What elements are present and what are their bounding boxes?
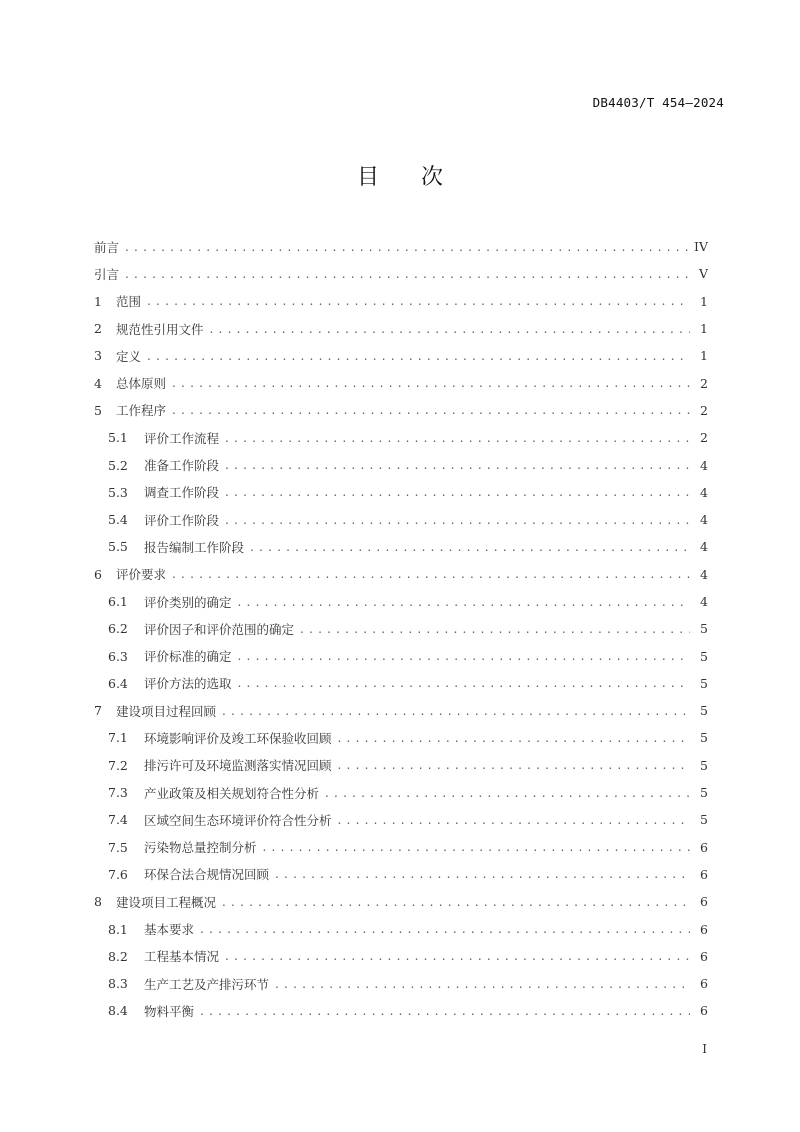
toc-entry[interactable]: [94, 588, 708, 615]
document-code: DB4403/T 454—2024: [592, 95, 724, 110]
toc-entry[interactable]: [94, 888, 708, 915]
toc-entry-page: 5: [700, 730, 708, 746]
toc-entry-title: 定义: [116, 348, 142, 364]
dot-leader: [338, 731, 690, 745]
toc-entry-title: 引言: [94, 266, 120, 282]
dot-leader: [200, 1004, 690, 1018]
toc-entry-title: 工作程序: [116, 403, 167, 419]
dot-leader: [147, 349, 690, 363]
toc-entry-page: 2: [700, 375, 708, 391]
toc-entry-title: 准备工作阶段: [144, 458, 220, 474]
toc-entry-number: 7: [94, 703, 102, 719]
table-of-contents: [94, 233, 708, 1025]
toc-entry-page: 1: [700, 321, 708, 337]
toc-entry-title: 建设项目工程概况: [116, 894, 217, 910]
dot-leader: [238, 595, 690, 609]
toc-entry[interactable]: [94, 424, 708, 451]
toc-entry[interactable]: [94, 479, 708, 506]
toc-entry[interactable]: [94, 288, 708, 315]
toc-entry[interactable]: [94, 397, 708, 424]
toc-entry[interactable]: [94, 561, 708, 588]
toc-entry-title: 工程基本情况: [144, 949, 220, 965]
dot-leader: [275, 977, 690, 991]
toc-entry-number: 2: [94, 321, 102, 337]
toc-entry-title: 前言: [94, 239, 120, 255]
toc-entry[interactable]: [94, 533, 708, 560]
toc-entry-number: 6: [94, 566, 102, 582]
toc-entry-title: 环境影响评价及竣工环保验收回顾: [144, 730, 332, 746]
dot-leader: [225, 949, 690, 963]
toc-entry[interactable]: [94, 752, 708, 779]
toc-entry-number: 5.5: [108, 539, 128, 555]
toc-entry-number: 6.2: [108, 621, 128, 637]
toc-entry-title: 建设项目过程回顾: [116, 703, 217, 719]
dot-leader: [325, 786, 690, 800]
toc-entry-number: 7.3: [108, 785, 128, 801]
toc-entry[interactable]: [94, 642, 708, 669]
toc-entry-page: 4: [700, 539, 708, 555]
toc-entry[interactable]: [94, 369, 708, 396]
dot-leader: [172, 376, 690, 390]
toc-entry-title: 范围: [116, 294, 142, 310]
toc-entry-page: 4: [700, 457, 708, 473]
toc-entry[interactable]: [94, 615, 708, 642]
dot-leader: [275, 867, 690, 881]
toc-entry-number: 6.1: [108, 594, 128, 609]
toc-entry-number: 7.4: [108, 812, 128, 828]
toc-entry-page: 4: [700, 512, 708, 528]
title-char-1: 目: [356, 165, 379, 190]
dot-leader: [238, 649, 690, 663]
toc-entry-title: 评价类别的确定: [144, 594, 232, 610]
dot-leader: [210, 322, 690, 336]
dot-leader: [125, 267, 690, 281]
toc-entry-title: 评价因子和评价范围的确定: [144, 621, 295, 637]
toc-entry-page: 2: [700, 402, 708, 418]
toc-entry-page: 5: [700, 675, 708, 691]
toc-entry-title: 产业政策及相关规划符合性分析: [144, 785, 320, 801]
dot-leader: [225, 485, 690, 499]
dot-leader: [125, 240, 690, 254]
toc-entry[interactable]: [94, 315, 708, 342]
toc-entry-title: 物料平衡: [144, 1003, 195, 1019]
dot-leader: [238, 676, 690, 690]
dot-leader: [222, 704, 690, 718]
dot-leader: [225, 431, 690, 445]
toc-entry[interactable]: [94, 806, 708, 833]
toc-entry[interactable]: [94, 943, 708, 970]
toc-entry-number: 4: [94, 375, 102, 391]
toc-entry-title: 评价方法的选取: [144, 676, 232, 692]
toc-entry-number: 3: [94, 348, 102, 364]
toc-entry-page: 2: [700, 430, 708, 446]
toc-entry-number: 5.2: [108, 457, 128, 473]
dot-leader: [225, 458, 690, 472]
toc-entry-page: 4: [700, 484, 708, 500]
toc-entry-number: 6.3: [108, 648, 128, 664]
toc-entry-page: 6: [700, 839, 708, 855]
toc-entry-page: 5: [700, 757, 708, 773]
toc-entry-number: 8.3: [108, 976, 128, 992]
toc-entry-number: 7.5: [108, 839, 128, 855]
toc-entry-number: 5.4: [108, 512, 128, 528]
toc-entry-number: 5.3: [108, 484, 128, 500]
toc-entry[interactable]: [94, 970, 708, 997]
toc-entry-number: 1: [94, 293, 102, 309]
toc-entry-number: 8.4: [108, 1003, 128, 1019]
toc-entry-page: 1: [700, 348, 708, 364]
dot-leader: [147, 294, 690, 308]
toc-entry-page: 5: [700, 621, 708, 637]
toc-entry-page: 5: [700, 703, 708, 719]
toc-entry[interactable]: [94, 451, 708, 478]
toc-entry[interactable]: [94, 697, 708, 724]
toc-entry[interactable]: [94, 915, 708, 942]
toc-entry-page: 5: [700, 785, 708, 801]
title-char-2: 次: [421, 165, 444, 190]
dot-leader: [300, 622, 690, 636]
toc-entry-number: 6.4: [108, 675, 128, 691]
toc-entry-page: 1: [700, 293, 708, 309]
toc-entry-title: 环保合法合规情况回顾: [144, 867, 270, 883]
toc-entry-title: 规范性引用文件: [116, 321, 204, 337]
dot-leader: [250, 540, 690, 554]
toc-entry[interactable]: [94, 233, 708, 260]
toc-entry-number: 7.2: [108, 757, 128, 773]
toc-entry-page: 5: [700, 648, 708, 664]
toc-entry-page: IV: [694, 239, 708, 255]
toc-entry-title: 污染物总量控制分析: [144, 840, 257, 856]
toc-entry-title: 基本要求: [144, 922, 195, 938]
toc-entry-title: 总体原则: [116, 376, 167, 392]
toc-entry-title: 评价要求: [116, 567, 167, 583]
toc-entry-number: 8.2: [108, 948, 128, 964]
page-title: [0, 160, 800, 191]
toc-entry-title: 调查工作阶段: [144, 485, 220, 501]
toc-entry-page: 4: [700, 566, 708, 582]
toc-entry[interactable]: [94, 670, 708, 697]
toc-entry-page: 6: [700, 948, 708, 964]
toc-entry-title: 生产工艺及产排污环节: [144, 976, 270, 992]
dot-leader: [200, 922, 690, 936]
toc-entry-number: 8.1: [108, 921, 128, 937]
toc-entry-page: 6: [700, 921, 708, 937]
dot-leader: [172, 567, 690, 581]
toc-entry[interactable]: [94, 861, 708, 888]
toc-entry-title: 报告编制工作阶段: [144, 539, 245, 555]
toc-entry-page: 5: [700, 812, 708, 828]
toc-entry[interactable]: [94, 779, 708, 806]
toc-entry[interactable]: [94, 260, 708, 287]
toc-entry-page: 6: [700, 1003, 708, 1019]
toc-entry-page: 6: [700, 894, 708, 910]
toc-entry-title: 区域空间生态环境评价符合性分析: [144, 812, 332, 828]
toc-entry-page: V: [698, 266, 708, 282]
toc-entry-number: 8: [94, 894, 102, 910]
toc-entry[interactable]: [94, 834, 708, 861]
toc-entry[interactable]: [94, 997, 708, 1024]
toc-entry-number: 5.1: [108, 430, 128, 446]
dot-leader: [263, 840, 690, 854]
toc-entry-page: 6: [700, 866, 708, 882]
dot-leader: [222, 895, 690, 909]
dot-leader: [225, 513, 690, 527]
toc-entry-title: 评价标准的确定: [144, 649, 232, 665]
toc-entry-number: 5: [94, 402, 102, 418]
toc-entry[interactable]: [94, 506, 708, 533]
toc-entry[interactable]: [94, 342, 708, 369]
toc-entry-number: 7.6: [108, 866, 128, 882]
toc-entry-page: 4: [700, 594, 708, 609]
toc-entry-title: 排污许可及环境监测落实情况回顾: [144, 758, 332, 774]
toc-entry-title: 评价工作阶段: [144, 512, 220, 528]
toc-entry-title: 评价工作流程: [144, 430, 220, 446]
page-number: I: [702, 1042, 707, 1056]
dot-leader: [338, 813, 690, 827]
toc-entry-number: 7.1: [108, 730, 128, 746]
dot-leader: [172, 403, 690, 417]
dot-leader: [338, 758, 690, 772]
toc-entry[interactable]: [94, 724, 708, 751]
toc-entry-page: 6: [700, 976, 708, 992]
